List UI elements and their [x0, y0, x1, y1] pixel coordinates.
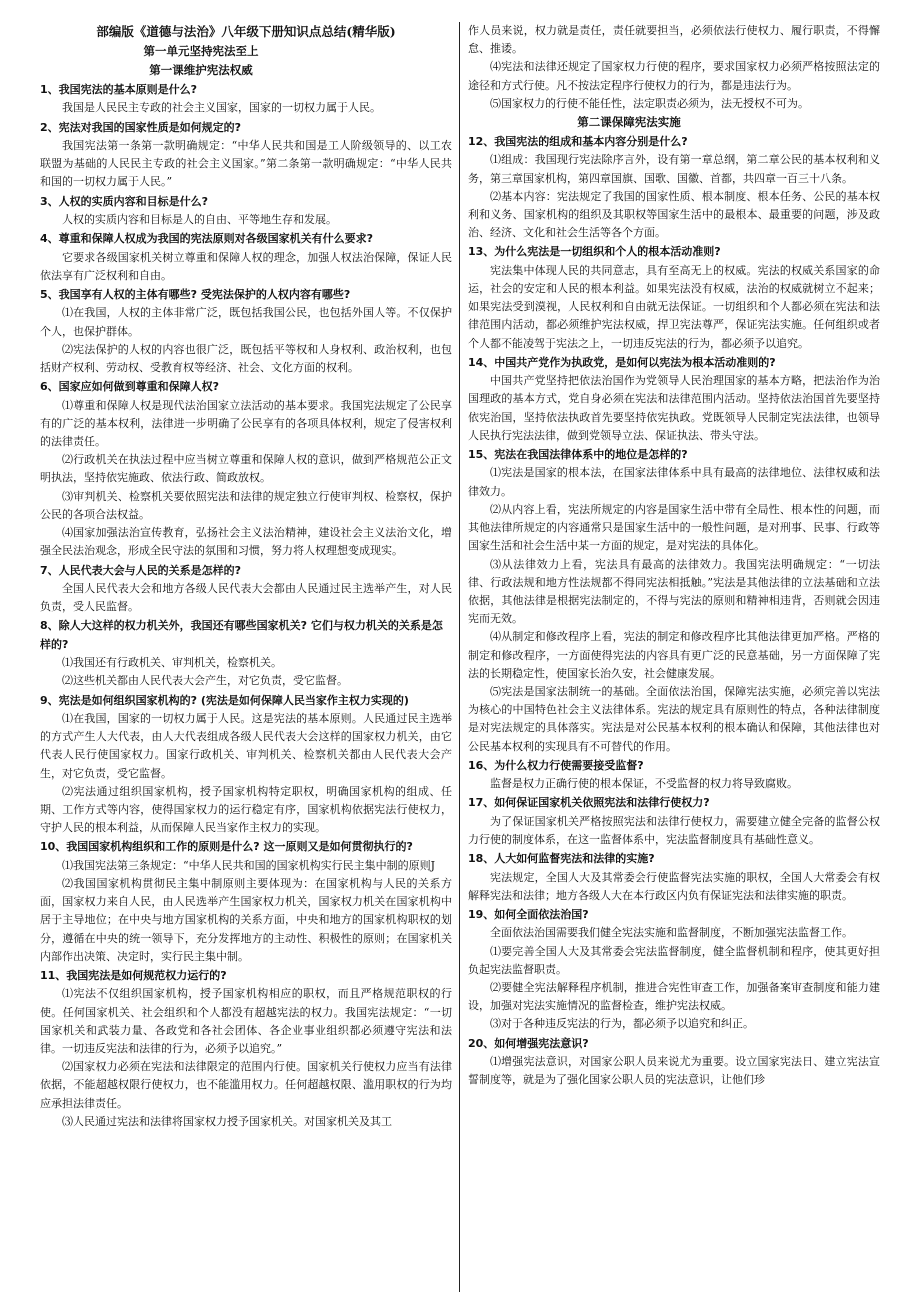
document-page: [40, 22, 885, 1292]
right-questions: [468, 133, 880, 1089]
answer-paragraph: ⑶对于各种违反宪法的行为，都必须予以追究和纠正。: [490, 1017, 754, 1031]
unit-heading: 第一单元坚持宪法至上: [143, 44, 259, 58]
answer-paragraph: 监督是权力正确行使的根本保证，不受监督的权力将导致腐败。: [490, 777, 798, 791]
answer-paragraph: ⑴在我国，人权的主体非常广泛，既包括我国公民，也包括外国人等。不仅保护个人，也保护群体。: [40, 306, 452, 338]
answer-paragraph: ⑴在我国，国家的一切权力属于人民。这是宪法的基本原则。人民通过民主选举的方式产生人大代表，由人大代表组成各级人民代表大会这样的国家权力机关，由它代表人民行使国家权力。国家行政机关、审判机关、检察机关都由人民代表大会产生，对它负责，受它监督。: [40, 711, 452, 780]
answer-paragraph: 全国人民代表大会和地方各级人民代表大会都由人民通过民主选举产生，对人民负责，受人民监督。: [40, 581, 452, 614]
answer-paragraph: 为了保证国家机关严格按照宪法和法律行使权力，需要建立健全完备的监督公权力行使的制度体系，在这一监督体系中，宪法监督制度具有基础性意义。: [468, 814, 880, 846]
question-heading: 17、如何保证国家机关依照宪法和法律行使权力?: [468, 796, 710, 810]
answer-paragraph: ⑴宪法不仅组织国家机构，授予国家机构相应的职权，而且严格规范职权的行使。任何国家机关、社会组织和个人都没有超越宪法的权力。我国宪法规定：“一切国家机关和武装力量、各政党和各社会团体、各企业事业组织都必须遵守宪法和法律。一切违反宪法和法律的行为，必须予以追究。”: [40, 987, 452, 1055]
column-divider: [459, 22, 460, 1292]
answer-paragraph: ⑶人民通过宪法和法律将国家权力授予国家机关。对国家机关及其工: [62, 1114, 392, 1128]
answer-paragraph: ⑴我国宪法第三条规定：“中华人民共和国的国家机构实行民主集中制的原则J: [62, 858, 436, 872]
answer-paragraph: 作人员来说，权力就是责任，责任就要担当，必须依法行使权力、履行职责，不得懈怠、推诿。: [468, 24, 880, 56]
question-heading: 13、为什么宪法是一切组织和个人的根本活动准则?: [468, 245, 721, 259]
question-heading: 14、中国共产党作为执政党，是如何以宪法为根本活动准则的?: [468, 355, 776, 369]
answer-paragraph: ⑴尊重和保障人权是现代法治国家立法活动的基本要求。我国宪法规定了公民享有的广泛的基本权利，法律进一步明确了公民享有的各项具体权利，规定了侵害权利的法律责任。: [40, 398, 452, 449]
question-heading: 12、我国宪法的组成和基本内容分别是什么?: [468, 135, 688, 149]
answer-paragraph: ⑴组成：我国现行宪法除序言外，设有第一章总纲，第二章公民的基本权利和义务，第三章国家机构，第四章国旗、国歌、国徽、首都，共四章一百三十八条。: [468, 153, 880, 185]
answer-paragraph: ⑵行政机关在执法过程中应当树立尊重和保障人权的意识，做到严格规范公正文明执法，坚持依宪施政、依法行政、简政放权。: [40, 453, 452, 485]
lesson-heading: 第一课维护宪法权威: [149, 63, 253, 77]
question-heading: 15、宪法在我国法律体系中的地位是怎样的?: [468, 448, 688, 462]
question-heading: 19、如何全面依法治国?: [468, 907, 589, 921]
question-heading: 20、如何增强宪法意识?: [468, 1036, 589, 1050]
answer-paragraph: ⑵基本内容：宪法规定了我国的国家性质、根本制度、根本任务、公民的基本权利和义务、国家机构的组织及其职权等国家生活中的最根本、最重要的问题，涉及政治、经济、文化和社会生活等各个方面。: [468, 189, 880, 240]
question-heading: 16、为什么权力行使需要接受监督?: [468, 758, 644, 772]
answer-paragraph: 我国是人民民主专政的社会主义国家，国家的一切权力属于人民。: [62, 101, 381, 115]
answer-paragraph: ⑵宪法保护的人权的内容也很广泛，既包括平等权和人身权利、政治权利，也包括财产权利、劳动权、受教育权等经济、社会、文化方面的权利。: [40, 342, 452, 375]
answer-paragraph: 我国宪法第一条第一款明确规定：“中华人民共和国是工人阶级领导的、以工农联盟为基础的人民民主专政的社会主义国家。”第二条第一款明确规定：“中华人民共和国的一切权力属于人民。”: [40, 139, 452, 189]
question-heading: 4、尊重和保障人权成为我国的宪法原则对各级国家机关有什么要求?: [40, 232, 374, 246]
answer-paragraph: ⑵我国国家机构贯彻民主集中制原则主要体现为：在国家机构与人民的关系方面，国家权力来自人民，由人民选举产生国家权力机关，国家权力机关在国家机构中居于主导地位；在中央与地方国家机构的关系方面，中央和地方的国家机构职权的划分，遵循在中央的统一领导下，充分发挥地方的主动性、积极性的原则；在国家机关内部作出决策、决定时，实行民主集中制。: [40, 876, 452, 963]
answer-paragraph: 宪法集中体现人民的共同意志，具有至高无上的权威。宪法的权威关系国家的命运，社会的安定和人民的根本利益。如果宪法没有权威，法治的权威就树立不起来；如果宪法受到漠视，人民权利和自由就无法保证。一切组织和个人都必须在宪法和法律范围内活动，都必须维护宪法权威，捍卫宪法尊严，保证宪法实施。任何组织或者个人都不能凌驾于宪法之上，一切违反宪法的行为，都必须予以追究。: [468, 263, 880, 350]
question-heading: 1、我国宪法的基本原则是什么?: [40, 83, 198, 96]
answer-paragraph: 人权的实质内容和目标是人的自由、平等地生存和发展。: [62, 213, 337, 227]
answer-paragraph: ⑵这些机关都由人民代表大会产生，对它负责，受它监督。: [62, 674, 348, 688]
question-heading: 3、人权的实质内容和目标是什么?: [40, 194, 209, 208]
answer-paragraph: ⑷宪法和法律还规定了国家权力行使的程序，要求国家权力必须严格按照法定的途径和方式行使。凡不按法定程序行使权力的行为，都是违法行为。: [468, 60, 880, 92]
question-heading: 6、国家应如何做到尊重和保障人权?: [40, 380, 220, 394]
question-heading: 18、人大如何监督宪法和法律的实施?: [468, 852, 655, 866]
question-heading: 7、人民代表大会与人民的关系是怎样的?: [40, 563, 242, 577]
question-heading: 11、我国宪法是如何规范权力运行的?: [40, 968, 227, 982]
answer-paragraph: ⑴增强宪法意识，对国家公职人员来说尤为重要。设立国家宪法日、建立宪法宣誓制度等，就是为了强化国家公职人员的宪法意识，让他们珍: [468, 1055, 880, 1087]
answer-paragraph: ⑸宪法是国家法制统一的基础。全面依法治国，保障宪法实施，必须完善以宪法为核心的中国特色社会主义法律体系。宪法的规定具有原则性的特点，各种法律制度是对宪法规定的具体落实。宪法是对公民基本权利的根本确认和保障，其他法律也对公民基本权利的实现具有不可替代的作用。: [468, 684, 880, 753]
answer-paragraph: 全面依法治国需要我们健全宪法实施和监督制度，不断加强宪法监督工作。: [490, 926, 853, 940]
answer-paragraph: ⑵从内容上看，宪法所规定的内容是国家生活中带有全局性、根本性的问题，而其他法律所规定的内容通常只是国家生活中的一般性问题，是对刑事、民事、行政等国家生活和社会生活中某一方面的规定，是对宪法的具体化。: [468, 502, 880, 553]
answer-paragraph: ⑴要完善全国人大及其常委会宪法监督制度，健全监督机制和程序，使其更好担负起宪法监督职责。: [468, 944, 880, 976]
answer-paragraph: ⑶审判机关、检察机关要依照宪法和法律的规定独立行使审判权、检察权，保护公民的各项合法权益。: [40, 489, 452, 521]
question-heading: 8、除人大这样的权力机关外，我国还有哪些国家机关? 它们与权力机关的关系是怎样的?: [40, 619, 443, 651]
question-heading: 9、宪法是如何组织国家机构的? (宪法是如何保障人民当家作主权力实现的): [40, 693, 409, 707]
answer-paragraph: ⑸国家权力的行使不能任性，法定职责必须为，法无授权不可为。: [490, 96, 809, 110]
answer-paragraph: ⑵要健全宪法解释程序机制，推进合宪性审查工作，加强备案审查制度和能力建设，加强对宪法实施情况的监督检查，维护宪法权威。: [468, 980, 880, 1013]
lesson-heading-2: 第二课保障宪法实施: [577, 115, 681, 130]
answer-paragraph: 宪法规定，全国人大及其常委会行使监督宪法实施的职权，全国人大常委会有权解释宪法和法律；地方各级人大在本行政区内负有保证宪法和法律实施的职责。: [468, 870, 880, 902]
right-column: [468, 22, 880, 1292]
answer-paragraph: ⑶从法律效力上看，宪法具有最高的法律效力。我国宪法明确规定：“一切法律、行政法规和地方性法规都不得同宪法相抵触。”宪法是其他法律的立法基础和立法依据，其他法律是根据宪法制定的，不得与宪法的原则和精神相违背，否则就会因违宪而无效。: [468, 557, 880, 626]
answer-paragraph: ⑵宪法通过组织国家机构，授予国家机构特定职权，明确国家机构的组成、任期、工作方式等内容，使得国家权力的运行稳定有序，国家机构依据宪法行使权力，守护人民的根本利益，从而保障人民当家作主权力的实现。: [40, 784, 452, 835]
left-column: [40, 22, 452, 1292]
answer-paragraph: 中国共产党坚持把依法治国作为党领导人民治理国家的基本方略，把法治作为治国理政的基本方式，党自身必须在宪法和法律范围内活动。坚持依法治国首先要坚持依宪治国，坚持依法执政首先要坚持依宪执政。党既领导人民制定宪法法律，也领导人民执行宪法法律，做到党领导立法、保证执法、带头守法。: [468, 374, 880, 442]
right-continuation: [468, 22, 880, 113]
answer-paragraph: ⑵国家权力必须在宪法和法律限定的范围内行使。国家机关行使权力应当有法律依据，不能超越权限行使权力，也不能滥用权力。任何超越权限、滥用职权的行为均应承担法律责任。: [40, 1060, 452, 1110]
left-questions: [40, 81, 452, 1131]
question-heading: 5、我国享有人权的主体有哪些? 受宪法保护的人权内容有哪些?: [40, 288, 351, 302]
answer-paragraph: ⑴宪法是国家的根本法，在国家法律体系中具有最高的法律地位、法律权威和法律效力。: [468, 466, 880, 498]
question-heading: 2、宪法对我国的国家性质是如何规定的?: [40, 120, 242, 134]
answer-paragraph: ⑷从制定和修改程序上看，宪法的制定和修改程序比其他法律更加严格。严格的制定和修改程序，一方面使得宪法的内容具有更广泛的民意基础，另一方面保障了宪法的长期稳定性，使国家长治久安，社会健康发展。: [468, 630, 880, 680]
answer-paragraph: ⑴我国还有行政机关、审判机关，检察机关。: [62, 656, 282, 670]
document-title: 部编版《道德与法治》八年级下册知识点总结(精华版): [96, 24, 396, 39]
answer-paragraph: 它要求各级国家机关树立尊重和保障人权的理念，加强人权法治保障，保证人民依法享有广泛权利和自由。: [40, 250, 452, 282]
answer-paragraph: ⑷国家加强法治宣传教育，弘扬社会主义法治精神，建设社会主义法治文化，增强全民法治观念，形成全民守法的氛围和习惯，努力将人权理想变成现实。: [40, 526, 452, 558]
question-heading: 10、我国国家机构组织和工作的原则是什么? 这一原则又是如何贯彻执行的?: [40, 840, 413, 854]
